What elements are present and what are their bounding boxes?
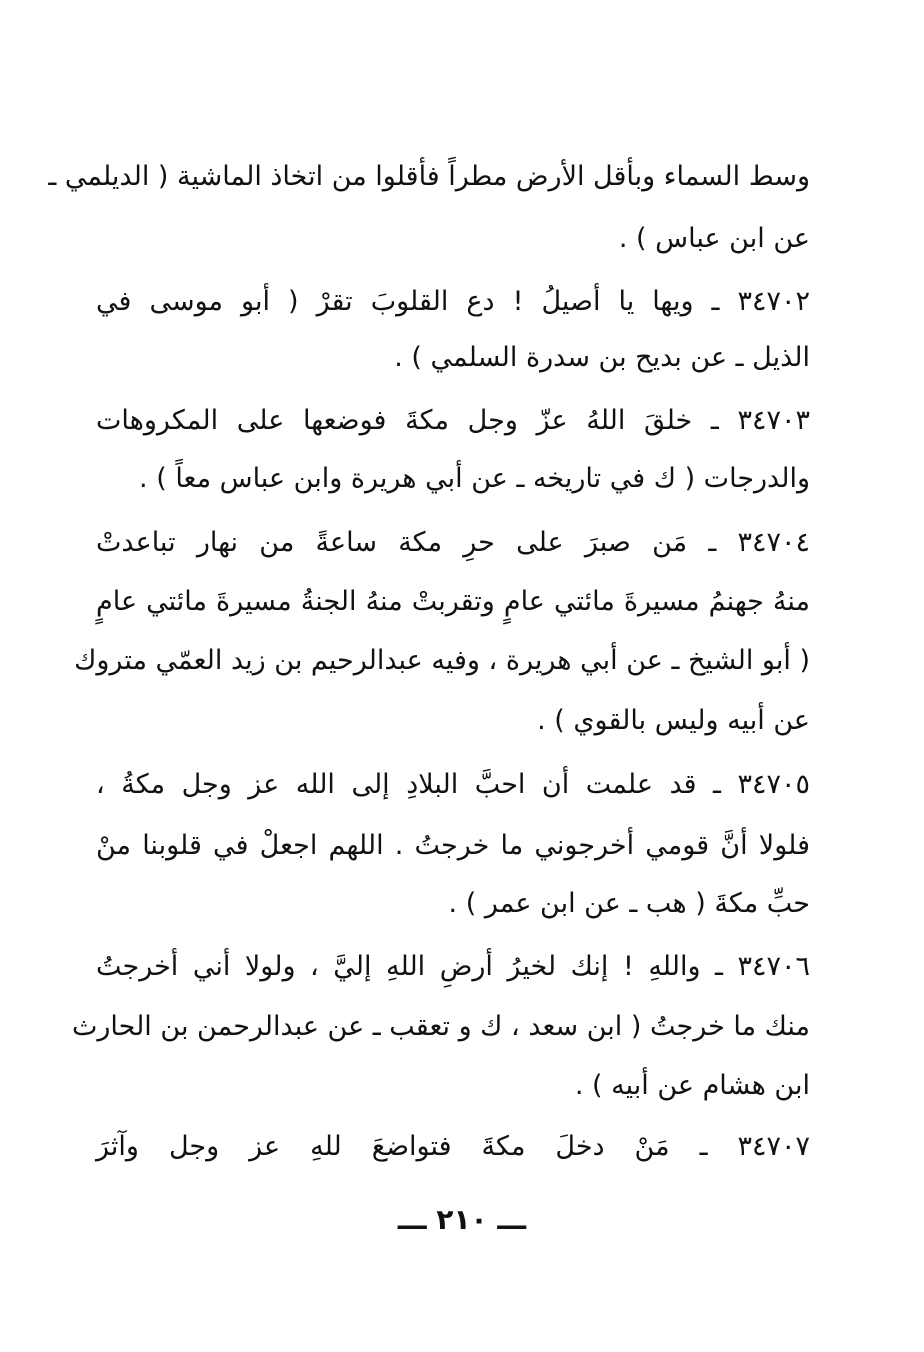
text-line-6: والدرجات ( ك في تاريخه ـ عن أبي هريرة وابن عباس معاً ) . (139, 463, 810, 494)
text-line-13: حبِّ مكةَ ( هب ـ عن ابن عمر ) . (448, 888, 810, 919)
text-line-5: ٣٤٧٠٣ ـ خلقَ اللهُ عزّ وجل مكةَ فوضعها على المكروهات (96, 405, 810, 436)
text-line-1: وسط السماء وبأقل الأرض مطراً فأقلوا من اتخاذ الماشية ( الديلمي ـ (48, 161, 810, 192)
text-line-12: فلولا أنَّ قومي أخرجوني ما خرجتُ . اللهم اجعلْ في قلوبنا منْ (96, 830, 810, 861)
text-line-10: عن أبيه وليس بالقوي ) . (537, 705, 810, 736)
text-line-4: الذيل ـ عن بديح بن سدرة السلمي ) . (394, 342, 810, 373)
text-line-16: ابن هشام عن أبيه ) . (574, 1070, 810, 1101)
text-line-14: ٣٤٧٠٦ ـ واللهِ ! إنك لخيرُ أرضِ اللهِ إليَّ ، ولولا أني أخرجتُ (96, 951, 810, 982)
page-number: ـــ ٢١٠ ـــ (397, 1203, 527, 1236)
text-line-2: عن ابن عباس ) . (618, 223, 810, 254)
text-line-9: ( أبو الشيخ ـ عن أبي هريرة ، وفيه عبدالرحيم بن زيد العمّي متروك (74, 645, 810, 676)
text-line-11: ٣٤٧٠٥ ـ قد علمت أن احبَّ البلادِ إلى الله عز وجل مكةُ ، (96, 769, 810, 800)
text-line-3: ٣٤٧٠٢ ـ ويها يا أصيلُ ! دع القلوبَ تقرْ ( أبو موسى في (96, 286, 810, 317)
text-line-8: منهُ جهنمُ مسيرةَ مائتي عامٍ وتقربتْ منهُ الجنةُ مسيرةَ مائتي عامٍ (96, 586, 810, 617)
text-line-15: منك ما خرجتُ ( ابن سعد ، ك و تعقب ـ عن عبدالرحمن بن الحارث (71, 1011, 810, 1042)
text-line-7: ٣٤٧٠٤ ـ مَن صبرَ على حرِ مكة ساعةً من نهار تباعدتْ (96, 527, 810, 558)
text-line-17: ٣٤٧٠٧ ـ مَنْ دخلَ مكةَ فتواضعَ للهِ عز وجل وآثرَ (96, 1131, 810, 1162)
